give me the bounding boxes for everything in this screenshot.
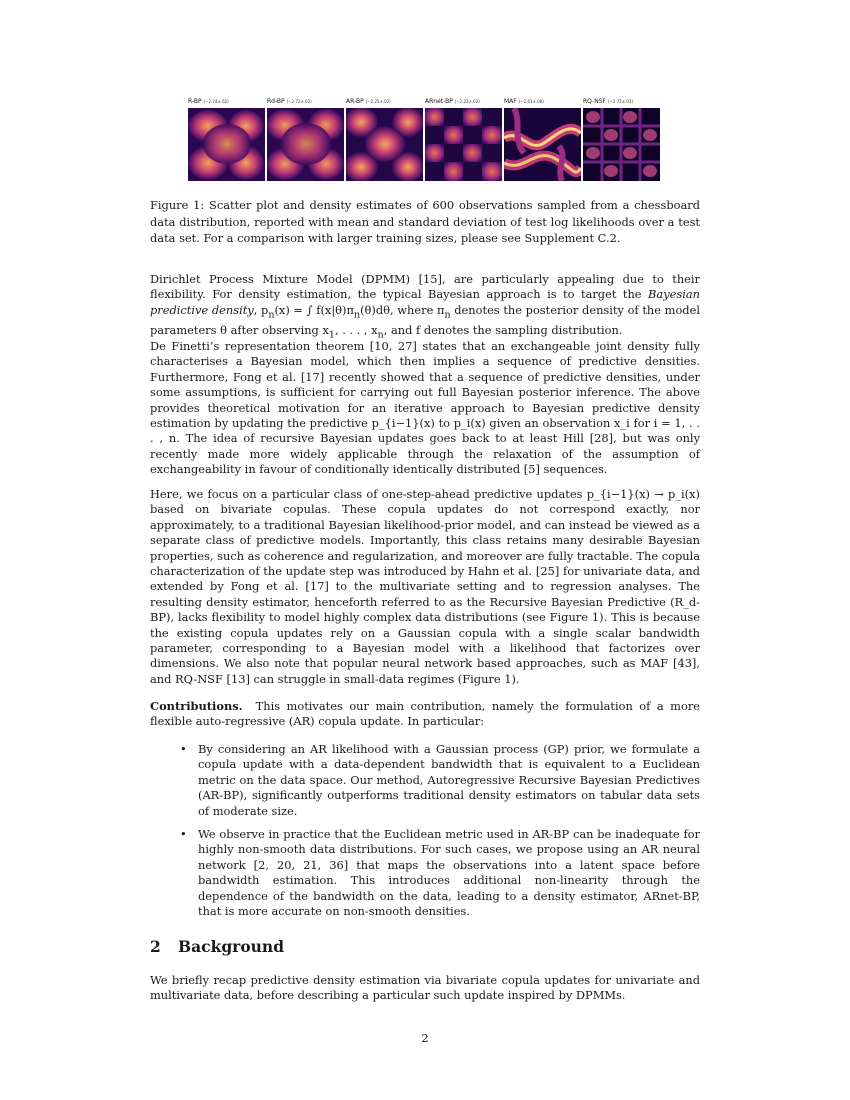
panel-title <box>267 97 357 107</box>
subscript: n <box>353 309 361 321</box>
panel-loglik: (−2.22±.02) <box>454 99 480 104</box>
paragraph-text <box>150 272 700 342</box>
subscript: 1 <box>328 328 335 340</box>
panel-title <box>425 97 515 107</box>
text-run: (x) = ∫ f(x|θ)π <box>274 302 354 317</box>
density-plot <box>583 108 660 181</box>
panel-maf <box>504 97 581 187</box>
paragraph-copula-updates <box>150 487 700 687</box>
bullet-marker: • <box>180 742 187 756</box>
paragraph-text: De Finetti’s representation theorem [10, 27] states that an exchangeable joint density fully characterises a Bayesian model, which then implies a sequence of predictive densities. Furthermore, Fong et al. [17] recently showed that a sequence of predictive densities, under some assumptions, is sufficient for carrying out full Bayesian posterior inference. The above provides theoretical motivation for an iterative approach to Bayesian predictive density estimation by updating the predictive p_{i−1}(x) to p_i(x) given an observation x_i for i = 1, . . . , n. The idea of recursive Bayesian updates goes back to at least Hill [28], but was only recently made more widely applicable through the relaxation of the assumption of exchangeability in favour of conditionally identically distributed [5] sequences. <box>150 339 700 477</box>
text-run: Dirichlet Process Mixture Model (DPMM) [15], are particularly appealing due to their flexibility. For density estimation, the typical Bayesian approach is to target the <box>150 272 700 302</box>
paragraph-contributions <box>150 699 700 730</box>
panel-method: AR-BP <box>346 98 364 105</box>
subscript: n <box>444 309 451 321</box>
section-title: Background <box>178 937 285 956</box>
paragraph-background-intro <box>150 973 700 1004</box>
panel-method: ARnet-BP <box>425 98 453 105</box>
panel-title <box>504 97 594 107</box>
text-run: , . . . , x <box>334 322 378 337</box>
paragraph-text: We briefly recap predictive density estimation via bivariate copula updates for univariate and multivariate data, before describing a particular such update inspired by DPMMs. <box>150 973 700 1003</box>
density-plot <box>267 108 344 181</box>
panel-method: MAF <box>504 98 517 105</box>
panel-loglik: (−2.72±.02) <box>286 99 312 104</box>
panel-arnet-bp <box>425 97 502 187</box>
run-in-heading: Contributions. <box>150 699 243 713</box>
subscript: n <box>377 328 384 340</box>
figure-1 <box>188 97 660 187</box>
panel-loglik: (−2.41±.08) <box>518 99 544 104</box>
text-run: , p <box>253 302 269 317</box>
density-plot <box>188 108 265 181</box>
section-number: 2 <box>150 937 161 956</box>
text-run: , and f denotes the sampling distribution. <box>383 322 623 337</box>
paragraph-de-finetti <box>150 339 700 478</box>
panel-rq-nsf <box>583 97 660 187</box>
panel-loglik: (−2.72±.03) <box>607 99 633 104</box>
panel-ar-bp <box>346 97 423 187</box>
density-plot <box>504 108 581 181</box>
panel-method: RQ-NSF <box>583 98 606 105</box>
list-item-text: By considering an AR likelihood with a Gaussian process (GP) prior, we formulate a copula update with a data-dependent bandwidth that is equivalent to a Euclidean metric on the data space. Our method, Autoregressive Recursive Bayesian Predictives (AR-BP), significantly outperforms traditional density estimators on tabular data sets of moderate size. <box>198 742 700 818</box>
bullet-marker: • <box>180 827 187 842</box>
panel-title <box>583 97 673 107</box>
panel-method: Rd-BP <box>267 98 285 105</box>
panel-loglik: (−2.74±.02) <box>203 99 229 104</box>
contributions-list <box>150 742 700 927</box>
paragraph-text: Here, we focus on a particular class of one-step-ahead predictive updates p_{i−1}(x) → p_i(x) based on bivariate copulas. These copula updates do not correspond exactly, nor approximately, to a traditional Bayesian likelihood-prior model, and can instead be viewed as a separate class of predictive models. Importantly, this class retains many desirable Bayesian properties, such as coherence and regularization, and moreover are fully tractable. The copula characterization of the update step was introduced by Hahn et al. [25] for univariate data, and extended by Fong et al. [17] to the multivariate setting and to regression analyses. The resulting density estimator, henceforth referred to as the Recursive Bayesian Predictive (R_d-BP), lacks flexibility to model highly complex data distributions (see Figure 1). This is because the existing copula updates rely on a Gaussian copula with a single scalar bandwidth parameter, corresponding to a Bayesian model with a likelihood that factorizes over dimensions. We also note that popular neural network based approaches, such as MAF [43], and RQ-NSF [13] can struggle in small-data regimes (Figure 1). <box>150 487 700 686</box>
list-item <box>150 827 700 919</box>
text-run: (θ)dθ, where π <box>360 302 445 317</box>
density-plot <box>425 108 502 181</box>
list-item-text: We observe in practice that the Euclidean metric used in AR-BP can be inadequate for highly non-smooth data distributions. For such cases, we propose using an AR neural network [2, 20, 21, 36] that maps the observations into a latent space before bandwidth estimation. This introduces additional non-linearity through the dependence of the bandwidth on the data, leading to a density estimator, ARnet-BP, that is more accurate on non-smooth densities. <box>198 827 700 919</box>
emphasis: Bayesian predictive density <box>150 287 700 317</box>
panel-method: R-BP <box>188 98 202 105</box>
list-item <box>150 742 700 819</box>
panel-r-bp <box>188 97 265 187</box>
panel-title <box>188 97 278 107</box>
paragraph-text: This motivates our main contribution, namely the formulation of a more flexible auto-regressive (AR) copula update. In particular: <box>150 699 701 729</box>
subscript: n <box>268 309 275 321</box>
panel-rd-bp <box>267 97 344 187</box>
text-run: denotes the posterior density of the model parameters θ after observing x <box>150 302 700 337</box>
panel-loglik: (−2.25±.02) <box>365 99 391 104</box>
paragraph-dpmm <box>150 272 700 342</box>
panel-title <box>346 97 436 107</box>
section-heading <box>150 937 700 957</box>
figure-caption: Figure 1: Scatter plot and density estimates of 600 observations sampled from a chessboard data distribution, reported with mean and standard deviation of test log likelihoods over a test data set. For a comparison with larger training sizes, please see Supplement C.2. <box>150 198 700 245</box>
density-plot <box>346 108 423 181</box>
page-number: 2 <box>421 1031 429 1045</box>
